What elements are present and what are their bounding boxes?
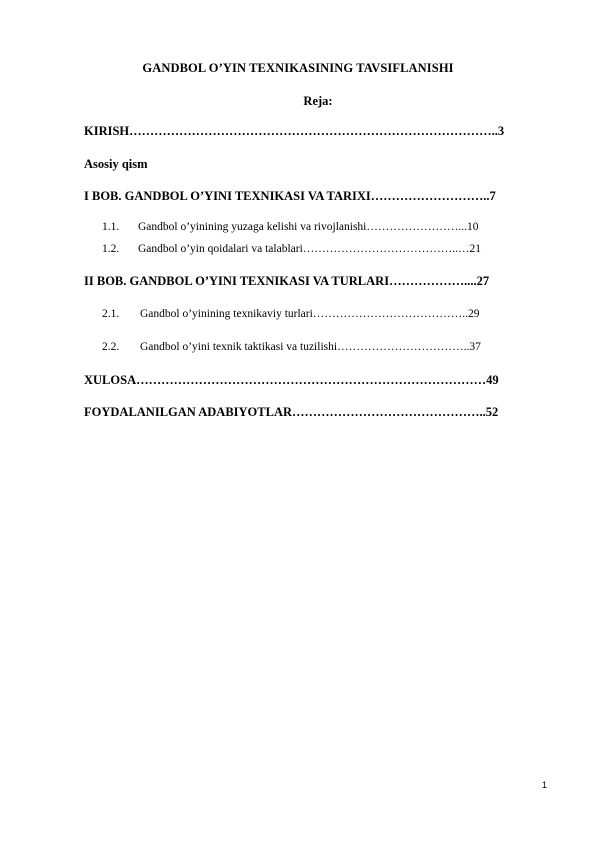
toc-entry-section-2-1 (102, 306, 480, 322)
toc-entry-text: Gandbol o’yin qoidalari va talablari…………………………………..…21 (138, 243, 482, 255)
toc-entry-text: Gandbol o’yinining texnikaviy turlari…………………………………..29 (140, 308, 480, 320)
toc-entry-text: Gandbol o’yinining yuzaga kelishi va rivojlanishi……………………...10 (138, 221, 479, 233)
toc-entry-number: 1.2. (102, 243, 120, 255)
toc-entry-asosiy-qism: Asosiy qism (84, 157, 148, 171)
toc-entry-xulosa: XULOSA…………………………………………………………………………49 (84, 373, 499, 387)
toc-entry-text: Gandbol o’yini texnik taktikasi va tuzilishi……………………………..37 (140, 341, 481, 353)
toc-entry-number: 2.2. (102, 341, 120, 353)
page-number: 1 (542, 780, 548, 790)
toc-entry-section-2-2 (102, 339, 481, 355)
toc-entry-number: 1.1. (102, 221, 120, 233)
toc-entry-adabiyotlar: FOYDALANILGAN ADABIYOTLAR………………………………………..52 (84, 405, 499, 419)
reja-heading: Reja: (303, 94, 333, 108)
toc-entry-bob-2: II BOB. GANDBOL O’YINI TEXNIKASI VA TURLARI………………....27 (84, 274, 490, 288)
toc-entry-bob-1: I BOB. GANDBOL O’YINI TEXNIKASI VA TARIXI………………………..7 (84, 189, 496, 203)
toc-entry-section-1-1 (102, 219, 479, 235)
document-title: GANDBOL O’YIN TEXNIKASINING TAVSIFLANISHI (142, 61, 454, 75)
toc-entry-number: 2.1. (102, 308, 120, 320)
toc-entry-section-1-2 (102, 241, 481, 257)
toc-entry-kirish: KIRISH……………………………………………………………………………..3 (84, 124, 505, 138)
